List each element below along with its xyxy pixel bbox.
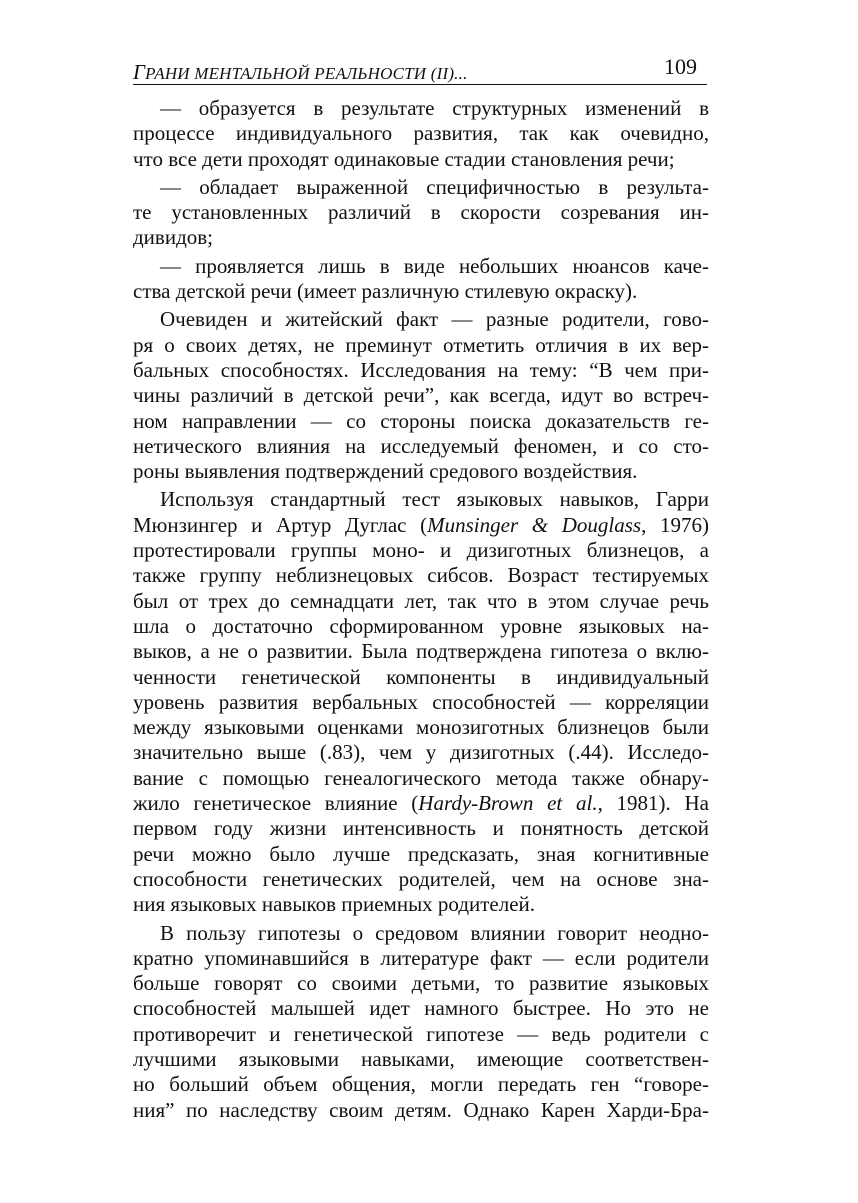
- text-run: лучшими языковыми навыками, имеющие соответствен-: [133, 1046, 709, 1071]
- text-run: — образуется в результате структурных изменений в: [160, 96, 709, 120]
- text-run: чины различий в детской речи”, как всегда, идут во встреч-: [133, 383, 709, 408]
- text-run: вание с помощью генеалогического метода также обнару-: [133, 765, 709, 790]
- text-line: [133, 816, 709, 841]
- page-number: 109: [664, 54, 697, 79]
- text-line: [133, 538, 709, 563]
- citation-authors: Munsinger & Douglass: [427, 512, 642, 537]
- text-run: ния” по наследству своим детям. Однако Карен Харди-Бра-: [133, 1097, 709, 1122]
- text-line: [133, 665, 709, 690]
- text-line: [133, 971, 709, 996]
- text-run: ства детской речи (имеет различную стилевую окраску).: [133, 279, 638, 304]
- text-run: , 1981). На: [597, 791, 710, 816]
- text-run: Мюнзингер и Артур Дуглас (: [133, 512, 428, 537]
- text-run: бальных способностях. Исследования на тему: “В чем при-: [133, 357, 709, 382]
- text-run: больше говорят со своими детьми, то развитие языковых: [133, 971, 709, 996]
- text-line: [133, 279, 709, 304]
- text-run: протестировали группы моно- и дизиготных близнецов, а: [133, 538, 709, 563]
- text-line: [133, 1022, 709, 1047]
- text-run: ния языковых навыков приемных родителей.: [133, 892, 536, 917]
- citation-authors: Hardy-Brown et al.: [418, 791, 598, 816]
- text-line: [133, 740, 709, 765]
- text-line: [133, 225, 709, 250]
- text-run: шла о достаточно сформированном уровне языковых на-: [133, 613, 709, 638]
- text-run: выков, а не о развитии. Была подтверждена гипотеза о вклю-: [133, 639, 709, 664]
- text-line: [133, 434, 709, 459]
- running-title-rest: РАНИ МЕНТАЛЬНОЙ РЕАЛЬНОСТИ (II)...: [145, 64, 468, 83]
- text-line: [133, 946, 709, 971]
- text-run: Используя стандартный тест языковых навыков, Гарри: [160, 487, 709, 512]
- text-run: , 1976): [641, 512, 709, 537]
- text-run: способности генетических родителей, чем на основе зна-: [133, 866, 709, 891]
- text-line: [133, 358, 709, 383]
- running-title: [133, 60, 468, 85]
- text-line: [133, 513, 709, 538]
- text-line: [133, 96, 709, 121]
- text-line: [133, 121, 709, 146]
- text-run: между языковыми оценками монозиготных близнецов были: [133, 715, 709, 740]
- text-run: противоречит и генетической гипотезе — ведь родители с: [133, 1021, 709, 1046]
- text-run: но больший объем общения, могли передать ген “говоре-: [133, 1072, 709, 1097]
- text-line: [133, 383, 709, 408]
- text-run: также группу неблизнецовых сибсов. Возраст тестируемых: [133, 563, 709, 588]
- text-line: [133, 921, 709, 946]
- text-line: [133, 842, 709, 867]
- text-line: [133, 200, 709, 225]
- text-run: способностей малышей идет намного быстрее. Но это не: [133, 996, 709, 1021]
- text-run: В пользу гипотезы о средовом влиянии говорит неодно-: [160, 920, 709, 945]
- text-line: [133, 563, 709, 588]
- text-line: [133, 892, 709, 917]
- text-line: [133, 715, 709, 740]
- text-run: дивидов;: [133, 225, 214, 250]
- text-run: нетического влияния на исследуемый феномен, и со сто-: [133, 433, 709, 458]
- text-line: [133, 614, 709, 639]
- text-run: значительно выше (.83), чем у дизиготных (.44). Исследо-: [133, 740, 709, 765]
- text-run: процессе индивидуального развития, так как очевидно,: [133, 121, 709, 146]
- text-run: ря о своих детях, не преминут отметить отличия в их вер-: [133, 332, 709, 357]
- text-run: уровень развития вербальных способностей — корреляции: [133, 689, 709, 714]
- text-run: речи можно было лучше предсказать, зная когнитивные: [133, 841, 709, 866]
- text-line: [133, 175, 709, 200]
- running-title-initial: Г: [133, 60, 146, 84]
- text-line: [133, 333, 709, 358]
- text-line: [133, 791, 709, 816]
- text-line: [133, 487, 709, 512]
- text-line: [133, 307, 709, 332]
- text-line: [133, 409, 709, 434]
- text-line: [133, 254, 709, 279]
- header-rule: [133, 84, 707, 85]
- text-line: [133, 147, 709, 172]
- text-run: — обладает выраженной специфичностью в результа-: [160, 174, 709, 199]
- running-head: [133, 54, 703, 84]
- text-line: [133, 639, 709, 664]
- text-line: [133, 1047, 709, 1072]
- text-run: ченности генетической компоненты в индивидуальный: [133, 664, 709, 689]
- text-run: те установленных различий в скорости созревания ин-: [133, 200, 709, 225]
- text-line: [133, 996, 709, 1021]
- text-run: жило генетическое влияние (: [133, 791, 419, 816]
- text-line: [133, 459, 709, 484]
- text-run: ном направлении — со стороны поиска доказательств ге-: [133, 408, 709, 433]
- text-run: Очевиден и житейский факт — разные родители, гово-: [160, 307, 709, 332]
- text-line: [133, 1072, 709, 1097]
- text-line: [133, 867, 709, 892]
- text-run: был от трех до семнадцати лет, так что в этом случае речь: [133, 588, 709, 613]
- text-line: [133, 766, 709, 791]
- text-run: что все дети проходят одинаковые стадии становления речи;: [133, 146, 675, 171]
- text-line: [133, 589, 709, 614]
- text-run: кратно упоминавшийся в литературе факт — если родители: [133, 945, 709, 970]
- text-line: [133, 1098, 709, 1123]
- text-line: [133, 690, 709, 715]
- text-run: — проявляется лишь в виде небольших нюансов каче-: [160, 253, 709, 278]
- text-run: первом году жизни интенсивность и понятность детской: [133, 816, 709, 841]
- body-text: [133, 96, 709, 1123]
- text-run: роны выявления подтверждений средового воздействия.: [133, 459, 638, 484]
